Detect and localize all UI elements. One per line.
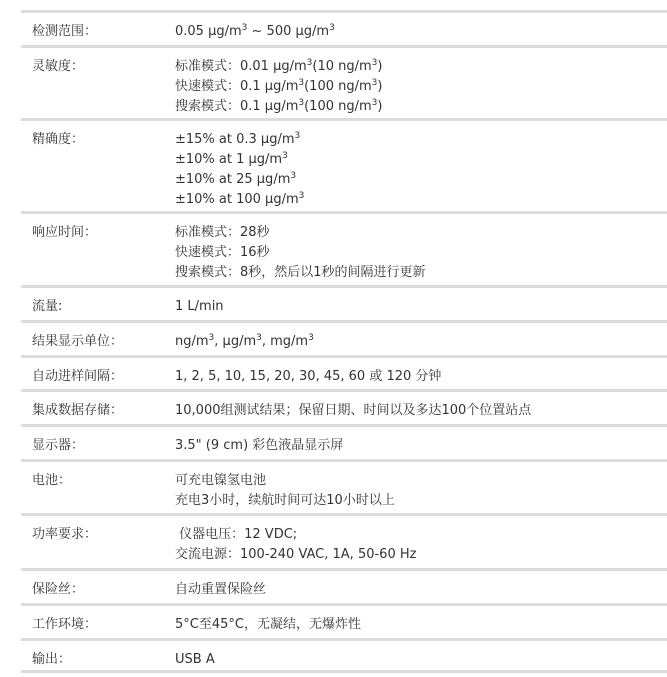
spec-row-fuse <box>21 568 667 603</box>
spec-row-display-units <box>21 320 667 355</box>
spec-line: $ng/m^3$, $\mu g/m^3$, $mg/m^3$ <box>175 333 314 349</box>
spec-label: 功率要求： <box>32 527 98 542</box>
spec-line: 3.5" (9 cm) 彩色液晶显示屏 <box>175 438 344 453</box>
spec-label: 显示器： <box>32 438 85 453</box>
spec-line: 10,000组测试结果；保留日期、时间以及多达100个位置站点 <box>175 403 532 418</box>
spec-label: 检测范围： <box>32 24 98 39</box>
spec-values <box>175 22 335 42</box>
spec-line: ±10% at 100 $\mu g/m^3$ <box>175 191 305 207</box>
spec-row-environment <box>21 603 667 638</box>
spec-values <box>175 615 361 635</box>
spec-row-accuracy <box>21 118 667 211</box>
spec-line: 搜索模式：0.1 $\mu g/m^3(100$ $ng/m^3$) <box>175 98 383 114</box>
spec-values <box>175 367 441 387</box>
spec-values <box>175 471 395 511</box>
spec-line: 快速模式：16秒 <box>175 245 270 260</box>
spec-label: 集成数据存储： <box>32 403 124 418</box>
spec-values <box>175 332 314 352</box>
spec-line: 交流电源：100-240 VAC, 1A, 50-60 Hz <box>175 547 417 562</box>
spec-line: USB A <box>175 652 215 667</box>
spec-line: 快速模式：0.1 $\mu g/m^3(100$ $ng/m^3$) <box>175 78 383 94</box>
spec-values <box>175 436 343 456</box>
spec-label: 精确度： <box>32 132 85 147</box>
spec-values <box>175 650 215 670</box>
spec-label: 结果显示单位： <box>32 334 124 349</box>
spec-line: 1 L/min <box>175 299 224 314</box>
spec-label: 保险丝： <box>32 582 85 597</box>
spec-values <box>175 297 224 317</box>
spec-line: 充电3小时，续航时间可达10小时以上 <box>175 493 395 508</box>
spec-row-display <box>21 424 667 459</box>
spec-row-battery <box>21 459 667 513</box>
spec-label: 工作环境： <box>32 617 98 632</box>
spec-values <box>175 57 382 117</box>
spec-line: 可充电镍氢电池 <box>175 473 267 488</box>
spec-values <box>175 130 304 210</box>
spec-label: 响应时间： <box>32 225 98 240</box>
spec-row-sampling-interval <box>21 355 667 389</box>
spec-values <box>175 580 266 600</box>
spec-line: 自动重置保险丝 <box>175 582 267 597</box>
spec-line: 标准模式：28秒 <box>175 225 270 240</box>
spec-row-detection-range <box>21 10 667 45</box>
spec-row-sensitivity <box>21 45 667 118</box>
spec-line: ±15% at 0.3 $\mu g/m^3$ <box>175 131 301 147</box>
spec-line: 标准模式：0.01 $\mu g/m^3(10$ $ng/m^3$) <box>175 58 383 74</box>
spec-row-power <box>21 513 667 568</box>
spec-line: ±10% at 1 $\mu g/m^3$ <box>175 151 288 167</box>
spec-line: 搜索模式：8秒，然后以1秒的间隔进行更新 <box>175 265 426 280</box>
spec-row-output <box>21 638 667 673</box>
spec-line: 0.05 $\mu g/m^3$ ~ 500 $\mu g/m^3$ <box>175 23 335 39</box>
spec-label: 输出： <box>32 652 72 667</box>
spec-line: 5°C至45°C，无凝结，无爆炸性 <box>175 617 361 632</box>
spec-row-response-time <box>21 211 667 285</box>
spec-line: ±10% at 25 $\mu g/m^3$ <box>175 171 297 187</box>
spec-values <box>175 401 531 421</box>
spec-line: 仪器电压：12 VDC; <box>175 527 298 542</box>
spec-label: 流量: <box>32 299 63 314</box>
spec-label: 电池： <box>32 473 72 488</box>
spec-row-flow <box>21 285 667 320</box>
spec-row-data-storage <box>21 389 667 424</box>
spec-line: 1, 2, 5, 10, 15, 20, 30, 45, 60 或 120 分钟 <box>175 369 442 384</box>
spec-label: 灵敏度： <box>32 59 85 74</box>
spec-values <box>175 223 426 283</box>
spec-values <box>175 525 416 565</box>
spec-label: 自动进样间隔： <box>32 369 124 384</box>
